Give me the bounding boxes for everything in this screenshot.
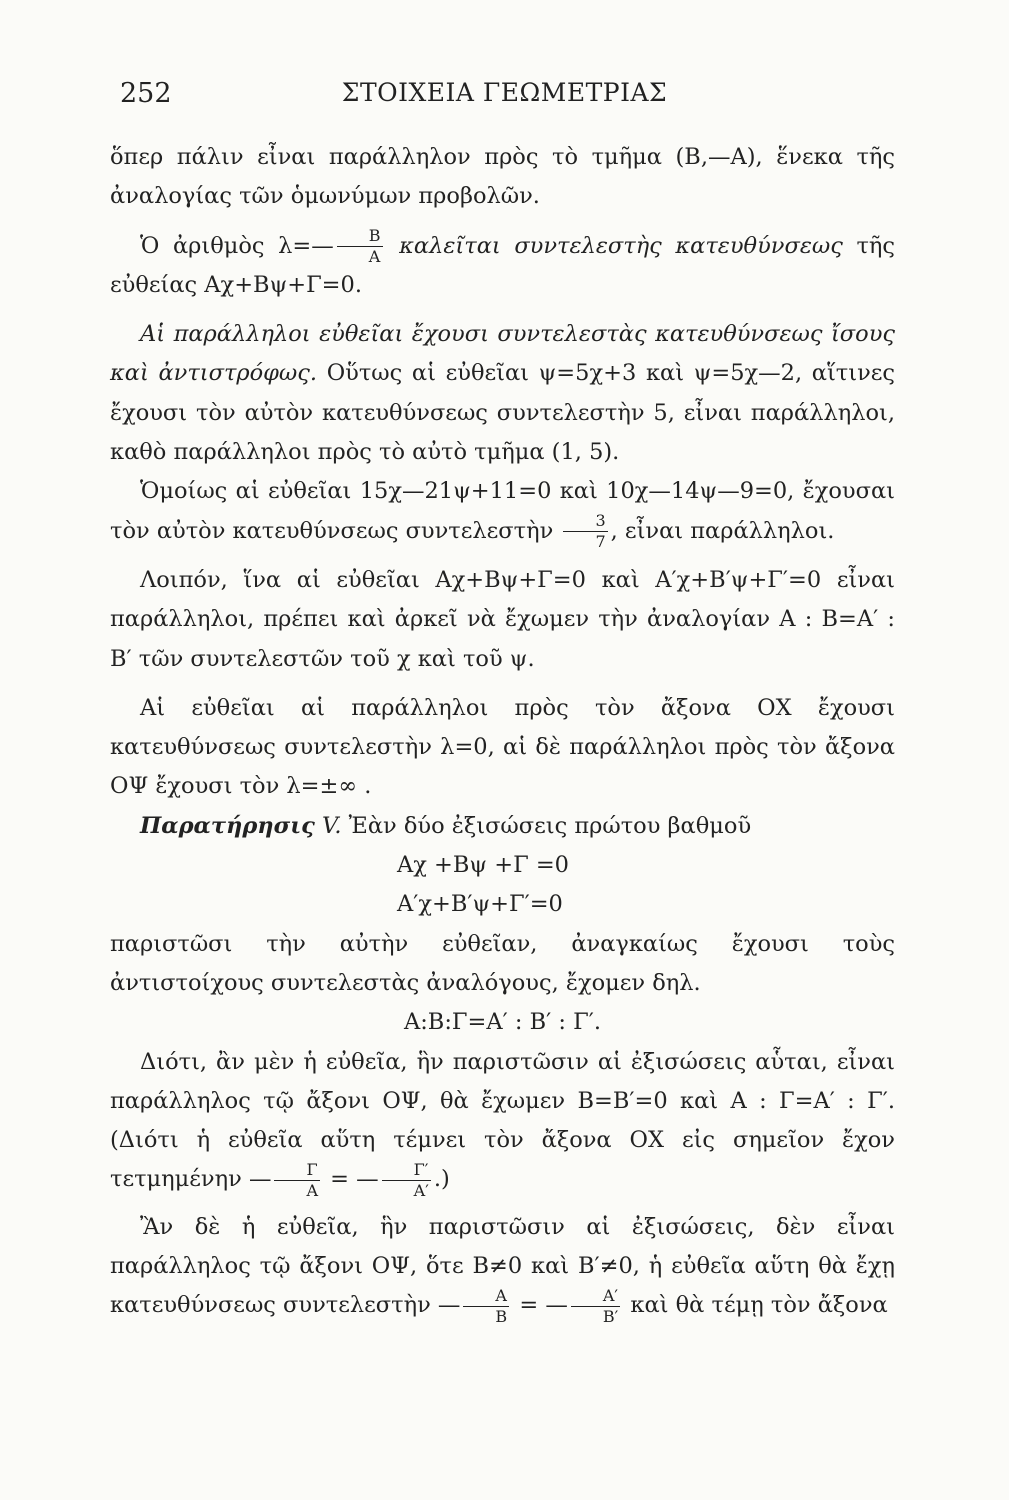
paragraph-10-text: Ἂν δὲ ἡ εὐθεῖα, ἣν παριστῶσιν αἱ ἐξισώσεις, δὲν εἶναι παράλληλος τῷ ἄξονι ΟΨ, ὅτε Β≠0 καὶ Β′≠0, ἡ εὐθεῖα αὕτη θὰ ἔχῃ κατευθύνσεως συντελεστὴν <box>110 1213 895 1319</box>
paragraph-6-text: Αἱ εὐθεῖαι αἱ παράλληλοι πρὸς τὸν ἄξονα ΟΧ ἔχουσι κατευθύνσεως συντελεστὴν λ=0, αἱ δὲ παράλληλοι πρὸς τὸν ἄξονα ΟΨ ἔχουσι τὸν λ=±∞ . <box>110 694 895 800</box>
fraction-numerator: Α′ <box>602 1285 619 1305</box>
fraction-numerator: Γ′ <box>413 1159 429 1179</box>
remark-paragraph <box>110 807 895 846</box>
lambda-definition-end: τῆς εὐθείας Αχ+Βψ+Γ=0. <box>110 232 895 298</box>
paragraph-5-text: Λοιπόν, ἵνα αἱ εὐθεῖαι Αχ+Βψ+Γ=0 καὶ Α′χ+Β′ψ+Γ′=0 εἶναι παράλληλοι, πρέπει καὶ ἀρκεῖ νὰ ἔχωμεν τὴν ἀναλογίαν Α : Β=Α′ : Β′ τῶν συντελεστῶν τοῦ χ καὶ τοῦ ψ. <box>110 566 895 672</box>
remark-text: Ἐὰν δύο ἐξισώσεις πρώτου βαθμοῦ <box>348 812 752 839</box>
paragraph-6 <box>110 689 895 807</box>
fraction-a-over-b <box>463 1285 509 1326</box>
paragraph-8-text: παριστῶσι τὴν αὐτὴν εὐθεῖαν, ἀναγκαίως ἔχουσι τοὺς ἀντιστοίχους συντελεστὰς ἀναλόγους, ἔχομεν δηλ. <box>110 930 895 996</box>
paragraph-9-text: Διότι, ἂν μὲν ἡ εὐθεῖα, ἣν παριστῶσιν αἱ ἐξισώσεις αὗται, εἶναι παράλληλος τῷ ἄξονι ΟΨ, θὰ ἔχωμεν Β=Β′=0 καὶ Α : Γ=Α′ : Γ′. (Διότι ἡ εὐθεῖα αὕτη τέμνει τὸν ἄξονα ΟΧ εἰς σημεῖον ἔχον τετμημένην <box>110 1048 895 1193</box>
equation-1: Αχ +Βψ +Γ =0 <box>397 852 570 879</box>
fraction-denominator: Α′ <box>382 1180 431 1199</box>
fraction-numerator: Α <box>495 1285 507 1305</box>
fraction-denominator: Α <box>337 246 383 265</box>
fraction-numerator: Β <box>368 226 381 246</box>
definition-italic: καλεῖται συντελεστὴς κατευθύνσεως <box>399 232 843 259</box>
paragraph-3 <box>110 315 895 472</box>
equals-minus: = — <box>519 1292 568 1319</box>
paragraph-4-text: Ὁμοίως αἱ εὐθεῖαι 15χ—21ψ+11=0 καὶ 10χ—14ψ—9=0, ἔχουσαι τὸν αὐτὸν κατευθύνσεως συντελεστὴν <box>110 478 895 544</box>
remark-number: V. <box>322 812 342 839</box>
running-title: ΣΤΟΙΧΕΙΑ ΓΕΩΜΕΤΡΙΑΣ <box>341 78 668 107</box>
fraction-a-prime-over-b-prime <box>571 1285 620 1326</box>
paragraph-1 <box>110 138 895 217</box>
fraction-denominator: Β <box>463 1306 509 1325</box>
paragraph-8 <box>110 925 895 1004</box>
minus-sign: — <box>248 1166 272 1193</box>
paragraph-4-end: , εἶναι παράλληλοι. <box>610 517 835 544</box>
fraction-numerator: Γ <box>306 1159 318 1179</box>
fraction-denominator: 7 <box>563 531 607 550</box>
page-header <box>0 78 1009 118</box>
equals-minus: = — <box>330 1166 379 1193</box>
fraction-gamma-prime-over-a-prime <box>382 1159 431 1200</box>
paragraph-10-end: καὶ θὰ τέμῃ τὸν ἄξονα <box>630 1292 888 1319</box>
fraction-b-over-a <box>337 228 383 265</box>
paragraph-2 <box>110 227 895 306</box>
paragraph-1-text: ὅπερ πάλιν εἶναι παράλληλον πρὸς τὸ τμῆμα (Β,—Α), ἕνεκα τῆς ἀναλογίας τῶν ὁμωνύμων προβολῶν. <box>110 144 895 210</box>
equation-3: Α:Β:Γ=Α′ : Β′ : Γ′. <box>403 1009 602 1036</box>
paragraph-10 <box>110 1208 895 1326</box>
paragraph-5 <box>110 561 895 679</box>
paragraph-9 <box>110 1043 895 1200</box>
fraction-gamma-over-a <box>274 1159 320 1200</box>
lambda-definition-start: Ὁ ἀριθμὸς λ=— <box>140 232 334 259</box>
remark-title: Παρατήρησις <box>140 812 315 839</box>
equation-2: Α′χ+Β′ψ+Γ′=0 <box>397 891 563 918</box>
page-body <box>110 138 895 1326</box>
minus-sign: — <box>437 1292 461 1319</box>
paragraph-3-example: Οὕτως αἱ εὐθεῖαι ψ=5χ+3 καὶ ψ=5χ—2, αἵτινες ἔχουσι τὸν αὐτὸν κατευθύνσεως συντελεστὴν 5, εἶναι παράλληλοι, καθὸ παράλληλοι πρὸς τὸ αὐτὸ τμῆμα (1, 5). <box>110 360 896 466</box>
page-number: 252 <box>120 78 172 109</box>
theorem-italic: Αἱ παράλληλοι εὐθεῖαι ἔχουσι συντελεστὰς κατευθύνσεως ἴσους καὶ ἀντιστρόφως. <box>110 321 895 387</box>
fraction-numerator: 3 <box>595 511 606 531</box>
fraction-denominator: Α <box>274 1180 320 1199</box>
paragraph-9-end: .) <box>433 1166 450 1193</box>
paragraph-4 <box>110 472 895 551</box>
fraction-denominator: Β′ <box>571 1306 620 1325</box>
fraction-3-over-7 <box>563 513 607 550</box>
